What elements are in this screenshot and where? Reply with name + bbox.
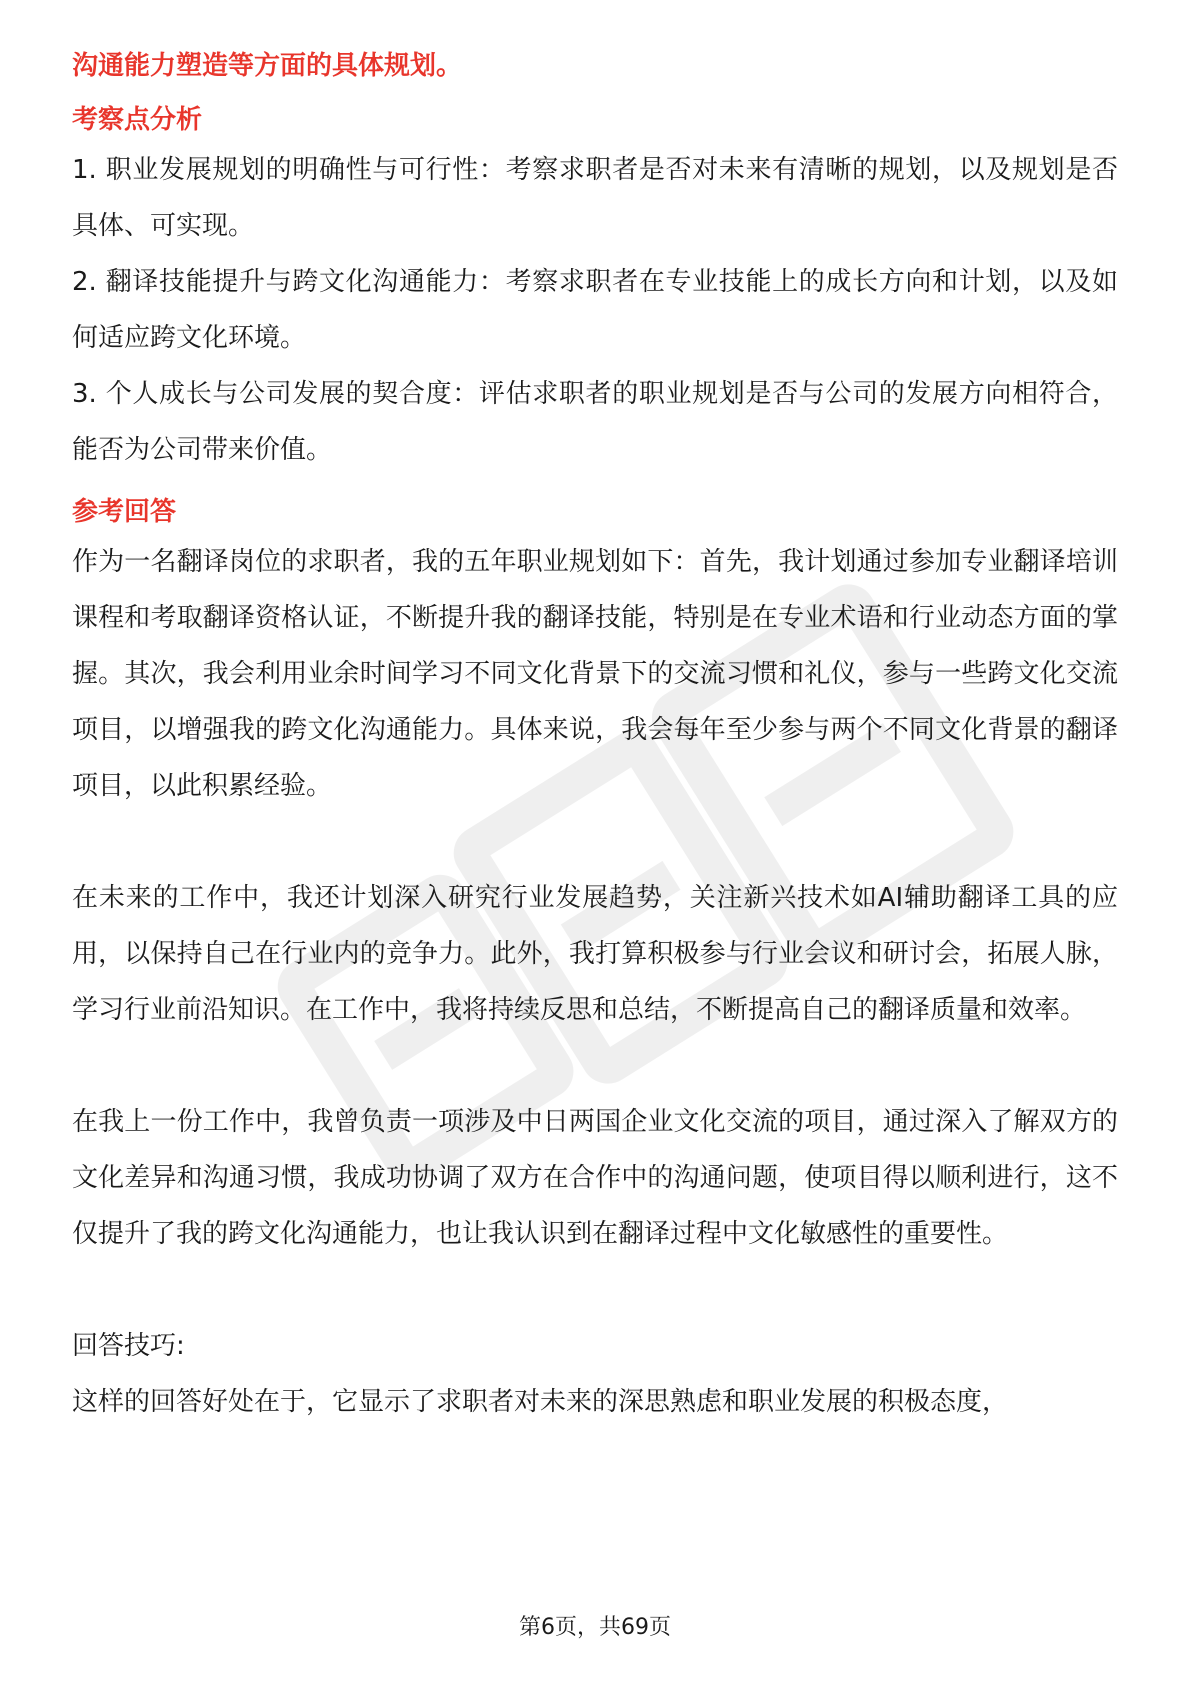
analysis-item-1: 1. 职业发展规划的明确性与可行性：考察求职者是否对未来有清晰的规划，以及规划是否具体、可实现。 [72,155,1118,241]
analysis-item-2: 2. 翻译技能提升与跨文化沟通能力：考察求职者在专业技能上的成长方向和计划，以及如何适应跨文化环境。 [72,267,1118,353]
analysis-item-3: 3. 个人成长与公司发展的契合度：评估求职者的职业规划是否与公司的发展方向相符合，能否为公司带来价值。 [72,379,1118,465]
tips-label: 回答技巧: [72,1331,185,1361]
page-number-footer: 第6页，共69页 [519,1615,671,1640]
answer-paragraph-1: 作为一名翻译岗位的求职者，我的五年职业规划如下：首先，我计划通过参加专业翻译培训课程和考取翻译资格认证，不断提升我的翻译技能，特别是在专业术语和行业动态方面的掌握。其次，我会利用业余时间学习不同文化背景下的交流习惯和礼仪，参与一些跨文化交流项目，以增强我的跨文化沟通能力。具体来说，我会每年至少参与两个不同文化背景的翻译项目，以此积累经验。 [72,547,1118,801]
content-area [72,44,1118,1430]
analysis-title: 考察点分析 [72,105,203,135]
answer-title: 参考回答 [72,497,177,527]
answer-paragraph-3: 在我上一份工作中，我曾负责一项涉及中日两国企业文化交流的项目，通过深入了解双方的文化差异和沟通习惯，我成功协调了双方在合作中的沟通问题，使项目得以顺利进行，这不仅提升了我的跨文化沟通能力，也让我认识到在翻译过程中文化敏感性的重要性。 [72,1107,1118,1249]
answer-paragraph-2: 在未来的工作中，我还计划深入研究行业发展趋势，关注新兴技术如AI辅助翻译工具的应用，以保持自己在行业内的竞争力。此外，我打算积极参与行业会议和研讨会，拓展人脉，学习行业前沿知识。在工作中，我将持续反思和总结，不断提高自己的翻译质量和效率。 [72,883,1118,1025]
lead-text: 沟通能力塑造等方面的具体规划。 [72,51,463,81]
tips-text: 这样的回答好处在于，它显示了求职者对未来的深思熟虑和职业发展的积极态度， [72,1387,1009,1417]
